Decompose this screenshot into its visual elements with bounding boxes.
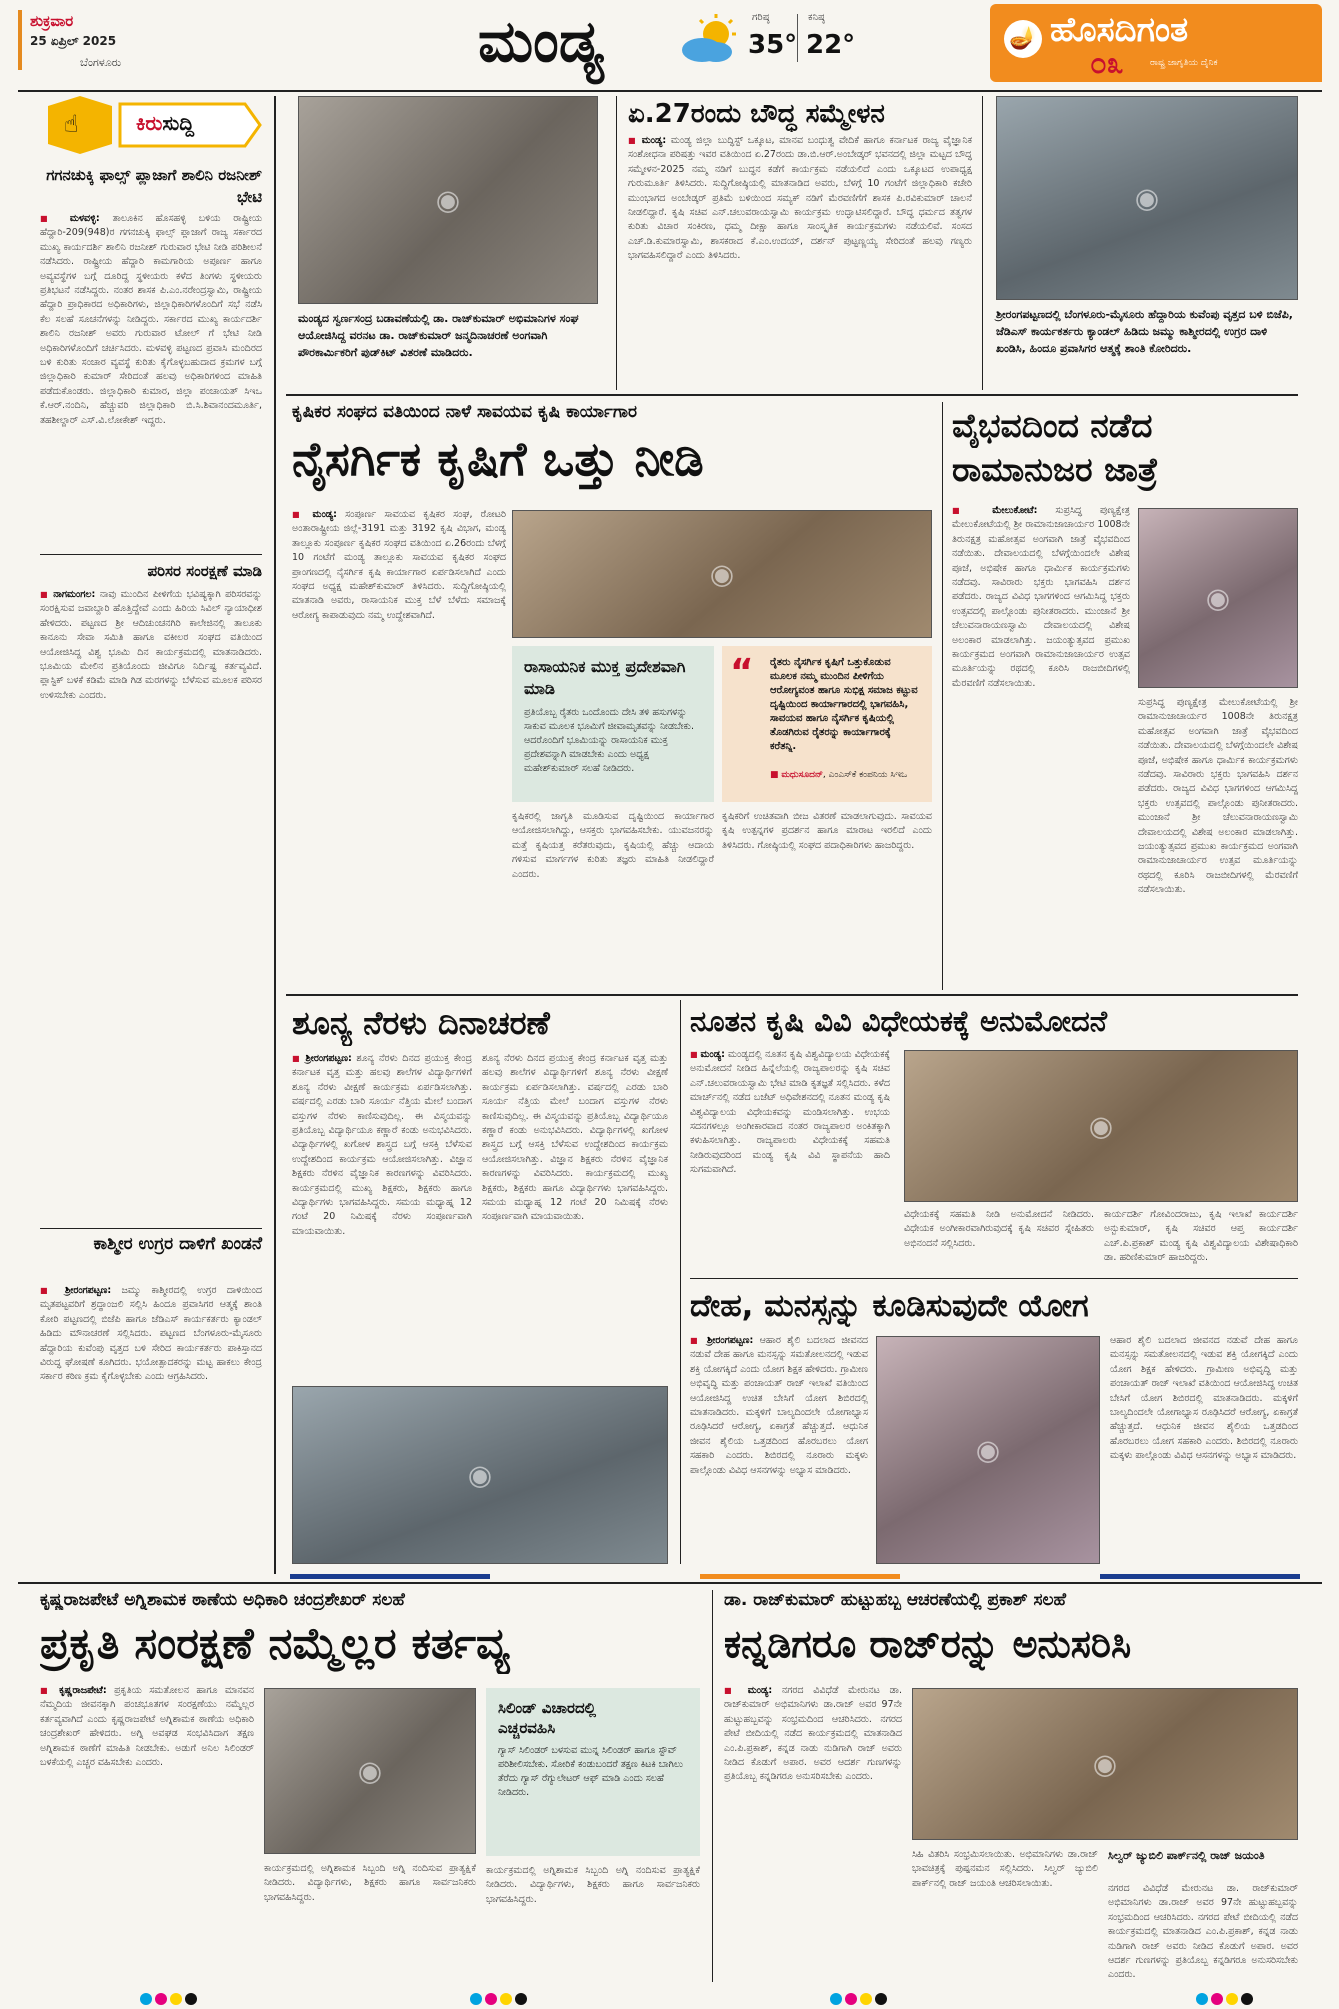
brief-body: ■ ಶ್ರೀರಂಗಪಟ್ಟಣ: ಜಮ್ಮು ಕಾಶ್ಮೀರದಲ್ಲಿ ಉಗ್ರರ ದಾಳಿಯಿಂದ ಮೃತಪಟ್ಟವರಿಗೆ ಶ್ರದ್ಧಾಂಜಲಿ ಸಲ್ಲಿಸಿ ಹಿಂದೂ ಪ್ರವಾಸಿಗರ ಆತ್ಮಕ್ಕೆ ಶಾಂತಿ ಕೋರಿ ಪಟ್ಟಣದಲ್ಲಿ ಬಿಜೆಪಿ ಹಾಗೂ ಜೆಡಿಎಸ್ ಕಾರ್ಯಕರ್ತರು ಕ್ಯಾಂಡಲ್ ಹಿಡಿದು ಮೌನಾಚರಣೆ ಸಲ್ಲಿಸಿದರು. ಪಟ್ಟಣದ ಬೆಂಗಳೂರು-ಮೈಸೂರು ಹೆದ್ದಾರಿಯ ಕುವೆಂಪು ವೃತ್ತದ ಬಳಿ ಸೇರಿದ ಕಾರ್ಯಕರ್ತರು ಪಾಕಿಸ್ತಾನದ ವಿರುದ್ಧ ಘೋಷಣೆ ಕೂಗಿದರು. ಭಯೋತ್ಪಾದಕರನ್ನು ಮಟ್ಟ ಹಾಕಲು ಕೇಂದ್ರ ಸರ್ಕಾರ ಕಠಿಣ ಕ್ರಮ ಕೈಗೊಳ್ಳಬೇಕು ಎಂದು ಆಗ್ರಹಿಸಿದರು. (40, 1284, 262, 1574)
kirusuddi-prefix: ಕಿರು (136, 111, 163, 135)
box-title-1: ಸಿಲಿಂಡ್ ವಿಚಾರದಲ್ಲಿ (498, 1699, 596, 1717)
brief-dateline: ■ ನಾಗಮಂಗಲ: (40, 589, 95, 600)
story-dateline: ■ ಮೇಲುಕೋಟೆ: (952, 505, 1037, 516)
story-body-continued: ಕಾರ್ಯಕ್ರಮದಲ್ಲಿ ಅಗ್ನಿಶಾಮಕ ಸಿಬ್ಬಂದಿ ಅಗ್ನಿ ನಂದಿಸುವ ಪ್ರಾತ್ಯಕ್ಷಿಕೆ ನೀಡಿದರು. ವಿದ್ಯಾರ್ಥಿಗಳು, ಶಿಕ್ಷಕರು ಹಾಗೂ ಸಾರ್ವಜನಿಕರು ಭಾಗವಹಿಸಿದ್ದರು. (486, 1865, 700, 1905)
color-bar (700, 1574, 900, 1579)
news-photo: ◉ (876, 1336, 1100, 1564)
news-photo: ◉ (292, 1386, 668, 1564)
box-body: ಗ್ಯಾಸ್ ಸಿಲಿಂಡರ್ ಬಳಸುವ ಮುನ್ನ ಸಿಲಿಂಡರ್ ಹಾಗೂ ಸ್ಟೌವ್ ಪರಿಶೀಲಿಸಬೇಕು. ಸೋರಿಕೆ ಕಂಡುಬಂದರೆ ತಕ್ಷಣ ಕಿಟಕಿ ಬಾಗಿಲು ತೆರೆದು ಗ್ಯಾಸ್ ರೆಗ್ಯುಲೇಟರ್ ಆಫ್ ಮಾಡಿ ಎಂದು ಸಲಹೆ ನೀಡಿದರು. (498, 1745, 684, 1798)
quote-text: ರೈತರು ನೈಸರ್ಗಿಕ ಕೃಷಿಗೆ ಒತ್ತುಕೊಡುವ ಮೂಲಕ ನಮ್ಮ ಮುಂದಿನ ಪೀಳಿಗೆಯ ಆರೋಗ್ಯವಂತ ಹಾಗೂ ಸುಭಿಕ್ಷ ಸಮಾಜ ಕಟ್ಟುವ ದೃಷ್ಟಿಯಿಂದ ಕಾರ್ಯಾಗಾರದಲ್ಲಿ ಭಾಗವಹಿಸಿ, ಸಾವಯವ ಹಾಗೂ ನೈಸರ್ಗಿಕ ಕೃಷಿಯಲ್ಲಿ ತೊಡಗಿರುವ ರೈತರನ್ನು ಕಾರ್ಯಾಗಾರಕ್ಕೆ ಕರೆತನ್ನಿ. (770, 657, 918, 752)
paper-logo (990, 4, 1322, 82)
story-dateline: ■ ಶ್ರೀರಂಗಪಟ್ಟಣ: (690, 1335, 753, 1346)
story-body: ■ ಶ್ರೀರಂಗಪಟ್ಟಣ: ಆಹಾರ ಶೈಲಿ ಬದಲಾದ ಜೀವನದ ನಡುವೆ ದೇಹ ಹಾಗೂ ಮನಸ್ಸನ್ನು ಸಮತೋಲನದಲ್ಲಿ ಇಡುವ ಶಕ್ತಿ ಯೋಗಕ್ಕಿದೆ ಎಂದು ಯೋಗ ಶಿಕ್ಷಕ ಹೇಳಿದರು. ಗ್ರಾಮೀಣ ಅಭಿವೃದ್ಧಿ ಮತ್ತು ಪಂಚಾಯತ್ ರಾಜ್ ಇಲಾಖೆ ವತಿಯಿಂದ ಆಯೋಜಿಸಿದ್ದ ಉಚಿತ ಬೇಸಿಗೆ ಯೋಗ ಶಿಬಿರದಲ್ಲಿ ಮಾತನಾಡಿದರು. ಮಕ್ಕಳಿಗೆ ಬಾಲ್ಯದಿಂದಲೇ ಯೋಗಾಭ್ಯಾಸ ರೂಢಿಸಿದರೆ ಆರೋಗ್ಯ, ಏಕಾಗ್ರತೆ ಹೆಚ್ಚುತ್ತದೆ. ಆಧುನಿಕ ಜೀವನ ಶೈಲಿಯ ಒತ್ತಡದಿಂದ ಹೊರಬರಲು ಯೋಗ ಸಹಕಾರಿ ಎಂದರು. ಶಿಬಿರದಲ್ಲಿ ನೂರಾರು ಮಕ್ಕಳು ಪಾಲ್ಗೊಂಡು ವಿವಿಧ ಆಸನಗಳನ್ನು ಅಭ್ಯಾಸ ಮಾಡಿದರು. (690, 1334, 868, 1564)
story-body: ■ ಮಂಡ್ಯ: ಮಂಡ್ಯ ಜಿಲ್ಲಾ ಬುದ್ಧಿಸ್ಟ್ ಒಕ್ಕೂಟ, ಮಾನವ ಬಂಧುತ್ವ ವೇದಿಕೆ ಹಾಗೂ ಕರ್ನಾಟಕ ರಾಜ್ಯ ವೈಜ್ಞಾನಿಕ ಸಂಶೋಧನಾ ಪರಿಷತ್ತು ಇವರ ವತಿಯಿಂದ ಏ.27ರಂದು ಡಾ.ಬಿ.ಆರ್.ಅಂಬೇಡ್ಕರ್ ಭವನದಲ್ಲಿ ಜಿಲ್ಲಾ ಮಟ್ಟದ ಬೌದ್ಧ ಸಮ್ಮೇಳನ-2025 ನಮ್ಮ ನಡಿಗೆ ಬುದ್ಧನ ಕಡೆಗೆ ಕಾರ್ಯಕ್ರಮ ನಡೆಯಲಿದೆ ಎಂದು ಒಕ್ಕೂಟದ ಉಪಾಧ್ಯಕ್ಷ ಗುರುಮೂರ್ತಿ ತಿಳಿಸಿದರು. ಸುದ್ದಿಗೋಷ್ಠಿಯಲ್ಲಿ ಮಾತನಾಡಿದ ಅವರು, ಬೆಳಗ್ಗೆ 10 ಗಂಟೆಗೆ ಜಿಲ್ಲಾಧಿಕಾರಿ ಕಚೇರಿ ಮುಂಭಾಗದ ಅಂಬೇಡ್ಕರ್ ಪ್ರತಿಮೆ ಬಳಿಯಿಂದ ಸಮ್ಯಕ್ ನಡಿಗೆ ಮೆರವಣಿಗೆಗೆ ಶಾಸಕ ಪಿ.ರವಿಕುಮಾರ್ ಚಾಲನೆ ನೀಡಲಿದ್ದಾರೆ. ಕೃಷಿ ಸಚಿವ ಎನ್.ಚಲುವರಾಯಸ್ವಾಮಿ ಕಾರ್ಯಕ್ರಮ ಉದ್ಘಾಟಿಸಲಿದ್ದಾರೆ. ಬೌದ್ಧ ಧರ್ಮದ ತತ್ವಗಳ ಕುರಿತು ವಿಚಾರ ಸಂಕಿರಣ, ಧಮ್ಮ ದೀಕ್ಷಾ ಹಾಗೂ ಸಾಂಸ್ಕೃತಿಕ ಕಾರ್ಯಕ್ರಮಗಳು ನಡೆಯಲಿವೆ. ಸಂಸದ ಎಚ್.ಡಿ.ಕುಮಾರಸ್ವಾಮಿ, ಶಾಸಕರಾದ ಕೆ.ಎಂ.ಉದಯ್, ದರ್ಶನ್ ಪುಟ್ಟಣ್ಣಯ್ಯ ಸೇರಿದಂತೆ ಹಲವು ಗಣ್ಯರು ಭಾಗವಹಿಸಲಿದ್ದಾರೆ ಎಂದು ತಿಳಿಸಿದರು. (628, 134, 972, 386)
kirusuddi-suffix: ಸುದ್ದಿ (162, 111, 195, 135)
weather-min-label: ಕನಿಷ್ಠ (808, 12, 825, 23)
weather-max-label: ಗರಿಷ್ಠ (752, 12, 770, 23)
story-headline-line2: ರಾಮಾನುಜರ ಜಾತ್ರೆ (952, 450, 1159, 489)
news-photo: ◉ (904, 1050, 1298, 1202)
masthead-edition: ಬೆಂಗಳೂರು (80, 56, 122, 69)
brief-headline: ಪರಿಸರ ಸಂರಕ್ಷಣೆ ಮಾಡಿ (147, 562, 262, 580)
news-photo: ◉ (512, 510, 932, 638)
temple-photo: ◉ (1138, 508, 1298, 688)
story-headline: ಕನ್ನಡಿಗರೂ ರಾಜ್‌ರನ್ನು ಅನುಸರಿಸಿ (724, 1622, 1132, 1666)
box-title-2: ಎಚ್ಚರವಹಿಸಿ (498, 1719, 556, 1737)
story-body: ■ ಮಂಡ್ಯ: ನಗರದ ವಿವಿಧೆಡೆ ಮೇರುನಟ ಡಾ. ರಾಜ್‌ಕುಮಾರ್ ಅಭಿಮಾನಿಗಳು ಡಾ.ರಾಜ್ ಅವರ 97ನೇ ಹುಟ್ಟುಹಬ್ಬವನ್ನು ಸಂಭ್ರಮದಿಂದ ಆಚರಿಸಿದರು. ನಗರದ ಪೇಟೆ ಬೀದಿಯಲ್ಲಿ ನಡೆದ ಕಾರ್ಯಕ್ರಮದಲ್ಲಿ ಮಾತನಾಡಿದ ಎಂ.ಪಿ.ಪ್ರಕಾಶ್, ಕನ್ನಡ ನಾಡು ನುಡಿಗಾಗಿ ರಾಜ್ ಅವರು ನೀಡಿದ ಕೊಡುಗೆ ಅಪಾರ. ಅವರ ಆದರ್ಶ ಗುಣಗಳನ್ನು ಪ್ರತಿಯೊಬ್ಬ ಕನ್ನಡಿಗರೂ ಅನುಸರಿಸಬೇಕು ಎಂದರು. (724, 1684, 902, 1982)
masthead-date: 25 ಏಪ್ರಿಲ್ 2025 (30, 34, 117, 48)
story-headline-line1: ವೈಭವದಿಂದ ನಡೆದ (952, 406, 1153, 445)
quote-icon: “ (730, 652, 754, 693)
quote-role: ಎಂಎಸ್‌ಕೆ ಕಂಪನಿಯ ಸಿಇಒ (828, 770, 908, 780)
box-body: ಪ್ರತಿಯೊಬ್ಬ ರೈತರು ಒಂದೊಂದು ದೇಸಿ ತಳಿ ಹಸುಗಳನ್ನು ಸಾಕುವ ಮೂಲಕ ಭೂಮಿಗೆ ಜೀವಾಮೃತವನ್ನು ನೀಡಬೇಕು. ಆದರೊಂದಿಗೆ ಭೂಮಿಯನ್ನು ರಾಸಾಯನಿಕ ಮುಕ್ತ ಪ್ರದೇಶವನ್ನಾಗಿ ಮಾಡಬೇಕು ಎಂದು ಅಧ್ಯಕ್ಷ ಮಹೇಶ್‌ಕುಮಾರ್ ಸಲಹೆ ನೀಡಿದರು. (524, 707, 694, 774)
story-body: ■ ಶ್ರೀರಂಗಪಟ್ಟಣ: ಶೂನ್ಯ ನೆರಳು ದಿನದ ಪ್ರಯುಕ್ತ ಕೇಂದ್ರ ಕರ್ನಾಟಕ ವೃತ್ತ ಮತ್ತು ಹಲವು ಶಾಲೆಗಳ ವಿದ್ಯಾರ್ಥಿಗಳಿಗೆ ಶೂನ್ಯ ನೆರಳು ವೀಕ್ಷಣೆ ಕಾರ್ಯಕ್ರಮ ಏರ್ಪಡಿಸಲಾಗಿತ್ತು. ವರ್ಷದಲ್ಲಿ ಎರಡು ಬಾರಿ ಸೂರ್ಯ ನೆತ್ತಿಯ ಮೇಲೆ ಬಂದಾಗ ವಸ್ತುಗಳ ನೆರಳು ಕಾಣಿಸುವುದಿಲ್ಲ. ಈ ವಿಸ್ಮಯವನ್ನು ಪ್ರತಿಯೊಬ್ಬ ವಿದ್ಯಾರ್ಥಿಯೂ ಕಣ್ಣಾರೆ ಕಂಡು ಅನುಭವಿಸಿದರು. ವಿದ್ಯಾರ್ಥಿಗಳಲ್ಲಿ ಖಗೋಳ ಶಾಸ್ತ್ರದ ಬಗ್ಗೆ ಆಸಕ್ತಿ ಬೆಳೆಸುವ ಉದ್ದೇಶದಿಂದ ಕಾರ್ಯಕ್ರಮ ಆಯೋಜಿಸಲಾಗಿತ್ತು. ವಿಜ್ಞಾನ ಶಿಕ್ಷಕರು ನೆರಳಿನ ವೈಜ್ಞಾನಿಕ ಕಾರಣಗಳನ್ನು ವಿವರಿಸಿದರು. ಕಾರ್ಯಕ್ರಮದಲ್ಲಿ ಮುಖ್ಯ ಶಿಕ್ಷಕರು, ಶಿಕ್ಷಕರು ಹಾಗೂ ವಿದ್ಯಾರ್ಥಿಗಳು ಭಾಗವಹಿಸಿದ್ದರು. ಸಮಯ ಮಧ್ಯಾಹ್ನ 12 ಗಂಟೆ 20 ನಿಮಿಷಕ್ಕೆ ನೆರಳು ಸಂಪೂರ್ಣವಾಗಿ ಮಾಯವಾಯಿತು. (292, 1052, 472, 1378)
registration-marks (470, 1990, 530, 2009)
box-title: ರಾಸಾಯನಿಕ ಮುಕ್ತ ಪ್ರದೇಶವಾಗಿ ಮಾಡಿ (524, 657, 686, 698)
story-subhead: ಸಿಲ್ವರ್ ಜ್ಯುಬಿಲಿ ಪಾರ್ಕ್‌ನಲ್ಲಿ ರಾಜ್ ಜಯಂತಿ (1108, 1849, 1265, 1862)
news-photo: ◉ (264, 1688, 476, 1854)
quote-author: ಮಧುಸೂದನ್ (781, 770, 823, 780)
kirusuddi-badge (40, 96, 262, 154)
brief-dateline: ■ ಮಳವಳ್ಳಿ: (40, 213, 100, 224)
story-headline: ದೇಹ, ಮನಸ್ಸನ್ನು ಕೂಡಿಸುವುದೇ ಯೋಗ (690, 1288, 1089, 1324)
story-body: ■ ಮೇಲುಕೋಟೆ: ಸುಪ್ರಸಿದ್ಧ ಪುಣ್ಯಕ್ಷೇತ್ರ ಮೇಲುಕೋಟೆಯಲ್ಲಿ ಶ್ರೀ ರಾಮಾನುಜಾಚಾರ್ಯರ 1008ನೇ ತಿರುನಕ್ಷತ್ರ ಮಹೋತ್ಸವ ಅಂಗವಾಗಿ ಜಾತ್ರೆ ವೈಭವದಿಂದ ನಡೆಯಿತು. ದೇವಾಲಯದಲ್ಲಿ ಬೆಳಗ್ಗೆಯಿಂದಲೇ ವಿಶೇಷ ಪೂಜೆ, ಅಭಿಷೇಕ ಹಾಗೂ ಧಾರ್ಮಿಕ ಕಾರ್ಯಕ್ರಮಗಳು ನಡೆದವು. ಸಾವಿರಾರು ಭಕ್ತರು ಭಾಗವಹಿಸಿ ದರ್ಶನ ಪಡೆದರು. ರಾಜ್ಯದ ವಿವಿಧ ಭಾಗಗಳಿಂದ ಆಗಮಿಸಿದ್ದ ಭಕ್ತರು ಉತ್ಸವದಲ್ಲಿ ಪಾಲ್ಗೊಂಡು ಪುನೀತರಾದರು. ಮುಂಜಾನೆ ಶ್ರೀ ಚೆಲುವನಾರಾಯಣಸ್ವಾಮಿ ದೇವಾಲಯದಲ್ಲಿ ವಿಶೇಷ ಅಲಂಕಾರ ಮಾಡಲಾಗಿತ್ತು. ಜಯಂತ್ಯುತ್ಸವದ ಪ್ರಮುಖ ಕಾರ್ಯಕ್ರಮದ ಅಂಗವಾಗಿ ರಾಮಾನುಜಾಚಾರ್ಯರ ಉತ್ಸವ ಮೂರ್ತಿಯನ್ನು ರಥದಲ್ಲಿ ಕೂರಿಸಿ ರಾಜಬೀದಿಗಳಲ್ಲಿ ಮೆರವಣಿಗೆ ನಡೆಸಲಾಯಿತು. (952, 504, 1130, 988)
masthead (0, 0, 1339, 92)
news-photo: ◉ (996, 96, 1298, 300)
quote-box: “ ರೈತರು ನೈಸರ್ಗಿಕ ಕೃಷಿಗೆ ಒತ್ತುಕೊಡುವ ಮೂಲಕ ನಮ್ಮ ಮುಂದಿನ ಪೀಳಿಗೆಯ ಆರೋಗ್ಯವಂತ ಹಾಗೂ ಸುಭಿಕ್ಷ ಸಮಾಜ ಕಟ್ಟುವ ದೃಷ್ಟಿಯಿಂದ ಕಾರ್ಯಾಗಾರದಲ್ಲಿ ಭಾಗವಹಿಸಿ, ಸಾವಯವ ಹಾಗೂ ನೈಸರ್ಗಿಕ ಕೃಷಿಯಲ್ಲಿ ತೊಡಗಿರುವ ರೈತರನ್ನು ಕಾರ್ಯಾಗಾರಕ್ಕೆ ಕರೆತನ್ನಿ. ■ ಮಧುಸೂದನ್, ಎಂಎಸ್‌ಕೆ ಕಂಪನಿಯ ಸಿಇಒ (722, 646, 932, 802)
weather-max-value: 35° (748, 30, 798, 60)
story-dateline: ■ ಮಂಡ್ಯ: (628, 135, 666, 146)
photo-caption: ಕಾರ್ಯದರ್ಶಿ ಗೋವಿಂದರಾಜು, ಕೃಷಿ ಇಲಾಖೆ ಕಾರ್ಯದರ್ಶಿ ಅನ್ಬುಕುಮಾರ್, ಕೃಷಿ ಸಚಿವರ ಆಪ್ತ ಕಾರ್ಯದರ್ಶಿ ಎಚ್.ಪಿ.ಪ್ರಕಾಶ್ ಮಂಡ್ಯ ಕೃಷಿ ವಿಶ್ವವಿದ್ಯಾಲಯ ವಿಶೇಷಾಧಿಕಾರಿ ಡಾ. ಹರಿಣಿಕುಮಾರ್ ಹಾಜರಿದ್ದರು. (1104, 1209, 1298, 1264)
news-photo: ◉ (912, 1688, 1298, 1840)
brief-headline: ಕಾಶ್ಮೀರ ಉಗ್ರರ ದಾಳಿಗೆ ಖಂಡನೆ (93, 1234, 262, 1254)
story-dateline: ■ ಕೃಷ್ಣರಾಜಪೇಟೆ: (40, 1685, 107, 1696)
story-kicker: ಡಾ. ರಾಜ್‌ಕುಮಾರ್ ಹುಟ್ಟುಹಬ್ಬ ಆಚರಣೆಯಲ್ಲಿ ಪ್ರಕಾಶ್ ಸಲಹೆ (724, 1590, 1067, 1610)
story-body: ಕೃಷಿಕರಿಗೆ ಉಚಿತವಾಗಿ ಬೀಜ ವಿತರಣೆ ಮಾಡಲಾಗುವುದು. ಸಾವಯವ ಕೃಷಿ ಉತ್ಪನ್ನಗಳ ಪ್ರದರ್ಶನ ಹಾಗೂ ಮಾರಾಟ ಇರಲಿದೆ ಎಂದು ತಿಳಿಸಿದರು. ಗೋಷ್ಠಿಯಲ್ಲಿ ಸಂಘದ ಪದಾಧಿಕಾರಿಗಳು ಹಾಜರಿದ್ದರು. (722, 811, 932, 851)
highlight-box (486, 1688, 700, 1856)
weather-min-value: 22° (806, 30, 856, 60)
story-dateline: ■ ಶ್ರೀರಂಗಪಟ್ಟಣ: (292, 1053, 352, 1064)
story-body-continued: ಸಿಹಿ ವಿತರಿಸಿ ಸಂಭ್ರಮಿಸಲಾಯಿತು. ಅಭಿಮಾನಿಗಳು ಡಾ.ರಾಜ್ ಭಾವಚಿತ್ರಕ್ಕೆ ಪುಷ್ಪನಮನ ಸಲ್ಲಿಸಿದರು. ಸಿಲ್ವರ್ ಜ್ಯುಬಿಲಿ ಪಾರ್ಕ್‌ನಲ್ಲಿ ರಾಜ್ ಜಯಂತಿ ಆಚರಿಸಲಾಯಿತು. (912, 1849, 1098, 1889)
story-body-continued: ಸುಪ್ರಸಿದ್ಧ ಪುಣ್ಯಕ್ಷೇತ್ರ ಮೇಲುಕೋಟೆಯಲ್ಲಿ ಶ್ರೀ ರಾಮಾನುಜಾಚಾರ್ಯರ 1008ನೇ ತಿರುನಕ್ಷತ್ರ ಮಹೋತ್ಸವ ಅಂಗವಾಗಿ ಜಾತ್ರೆ ವೈಭವದಿಂದ ನಡೆಯಿತು. ದೇವಾಲಯದಲ್ಲಿ ಬೆಳಗ್ಗೆಯಿಂದಲೇ ವಿಶೇಷ ಪೂಜೆ, ಅಭಿಷೇಕ ಹಾಗೂ ಧಾರ್ಮಿಕ ಕಾರ್ಯಕ್ರಮಗಳು ನಡೆದವು. ಸಾವಿರಾರು ಭಕ್ತರು ಭಾಗವಹಿಸಿ ದರ್ಶನ ಪಡೆದರು. ರಾಜ್ಯದ ವಿವಿಧ ಭಾಗಗಳಿಂದ ಆಗಮಿಸಿದ್ದ ಭಕ್ತರು ಉತ್ಸವದಲ್ಲಿ ಪಾಲ್ಗೊಂಡು ಪುನೀತರಾದರು. ಮುಂಜಾನೆ ಶ್ರೀ ಚೆಲುವನಾರಾಯಣಸ್ವಾಮಿ ದೇವಾಲಯದಲ್ಲಿ ವಿಶೇಷ ಅಲಂಕಾರ ಮಾಡಲಾಗಿತ್ತು. ಜಯಂತ್ಯುತ್ಸವದ ಪ್ರಮುಖ ಕಾರ್ಯಕ್ರಮದ ಅಂಗವಾಗಿ ರಾಮಾನುಜಾಚಾರ್ಯರ ಉತ್ಸವ ಮೂರ್ತಿಯನ್ನು ರಥದಲ್ಲಿ ಕೂರಿಸಿ ರಾಜಬೀದಿಗಳಲ್ಲಿ ಮೆರವಣಿಗೆ ನಡೆಸಲಾಯಿತು. (1138, 697, 1298, 896)
color-bar (290, 1574, 490, 1579)
masthead-day: ಶುಕ್ರವಾರ (30, 12, 74, 30)
lamp-icon: 🪔 (1004, 20, 1042, 58)
photo-caption: ಶ್ರೀರಂಗಪಟ್ಟಣದಲ್ಲಿ ಬೆಂಗಳೂರು-ಮೈಸೂರು ಹೆದ್ದಾರಿಯ ಕುವೆಂಪು ವೃತ್ತದ ಬಳಿ ಬಿಜೆಪಿ, ಜೆಡಿಎಸ್ ಕಾರ್ಯಕರ್ತರು ಕ್ಯಾಂಡಲ್ ಹಿಡಿದು ಜಮ್ಮು ಕಾಶ್ಮೀರದಲ್ಲಿ ಉಗ್ರರ ದಾಳಿ ಖಂಡಿಸಿ, ಹಿಂದೂ ಪ್ರವಾಸಿಗರ ಆತ್ಮಕ್ಕೆ ಶಾಂತಿ ಕೋರಿದರು. (996, 308, 1293, 355)
highlight-box (512, 646, 714, 802)
story-dateline: ■ ಮಂಡ್ಯ: (690, 1049, 725, 1060)
registration-marks (830, 1990, 890, 2009)
news-photo: ◉ (298, 96, 598, 304)
story-body: ■ ಕೃಷ್ಣರಾಜಪೇಟೆ: ಪ್ರಕೃತಿಯ ಸಮತೋಲನ ಹಾಗೂ ಮಾನವನ ನೆಮ್ಮದಿಯ ಜೀವನಕ್ಕಾಗಿ ಪಂಚಭೂತಗಳ ಸಂರಕ್ಷಣೆಯು ನಮ್ಮೆಲ್ಲರ ಕರ್ತವ್ಯವಾಗಿದೆ ಎಂದು ಕೃಷ್ಣರಾಜಪೇಟೆ ಅಗ್ನಿಶಾಮಕ ಠಾಣೆಯ ಅಧಿಕಾರಿ ಚಂದ್ರಶೇಖರ್ ಹೇಳಿದರು. ಅಗ್ನಿ ಅವಘಡ ಸಂಭವಿಸಿದಾಗ ತಕ್ಷಣ ಅಗ್ನಿಶಾಮಕ ಠಾಣೆಗೆ ಮಾಹಿತಿ ನೀಡಬೇಕು. ಅಡುಗೆ ಅನಿಲ ಸಿಲಿಂಡರ್ ಬಳಕೆಯಲ್ಲಿ ಎಚ್ಚರ ವಹಿಸಬೇಕು ಎಂದರು. (40, 1684, 254, 1982)
story-kicker: ಕೃಷ್ಣರಾಜಪೇಟೆ ಅಗ್ನಿಶಾಮಕ ಠಾಣೆಯ ಅಧಿಕಾರಿ ಚಂದ್ರಶೇಖರ್ ಸಲಹೆ (40, 1590, 405, 1610)
registration-marks (1196, 1990, 1256, 2009)
story-headline: ಪ್ರಕೃತಿ ಸಂರಕ್ಷಣೆ ನಮ್ಮೆಲ್ಲರ ಕರ್ತವ್ಯ (40, 1619, 510, 1669)
brief-body: ■ ನಾಗಮಂಗಲ: ನಾವು ಮುಂದಿನ ಪೀಳಿಗೆಯ ಭವಿಷ್ಯಕ್ಕಾಗಿ ಪರಿಸರವನ್ನು ಸಂರಕ್ಷಿಸುವ ಜವಾಬ್ದಾರಿ ಹೊತ್ತಿದ್ದೇವೆ ಎಂದು ಹಿರಿಯ ಸಿವಿಲ್ ನ್ಯಾಯಾಧೀಶ ಹೇಳಿದರು. ಪಟ್ಟಣದ ಶ್ರೀ ಆದಿಚುಂಚನಗಿರಿ ಕಾಲೇಜಿನಲ್ಲಿ ತಾಲೂಕು ಕಾನೂನು ಸೇವಾ ಸಮಿತಿ ಹಾಗೂ ವಕೀಲರ ಸಂಘದ ವತಿಯಿಂದ ಆಯೋಜಿಸಿದ್ದ ವಿಶ್ವ ಭೂಮಿ ದಿನ ಕಾರ್ಯಕ್ರಮದಲ್ಲಿ ಮಾತನಾಡಿದರು. ಭೂಮಿಯ ಮೇಲಿನ ಪ್ರತಿಯೊಂದು ಜೀವಿಗೂ ನಿರ್ದಿಷ್ಟ ಕರ್ತವ್ಯವಿದೆ. ಪ್ಲಾಸ್ಟಿಕ್ ಬಳಕೆ ಕಡಿಮೆ ಮಾಡಿ ಗಿಡ ಮರಗಳನ್ನು ಬೆಳೆಸುವ ಮೂಲಕ ಪರಿಸರ ಉಳಿಸಬೇಕು ಎಂದರು. (40, 588, 262, 1228)
story-headline: ಏ.27ರಂದು ಬೌದ್ಧ ಸಮ್ಮೇಳನ (628, 99, 885, 129)
story-body: ■ ಮಂಡ್ಯ: ಮಂಡ್ಯದಲ್ಲಿ ನೂತನ ಕೃಷಿ ವಿಶ್ವವಿದ್ಯಾಲಯ ವಿಧೇಯಕಕ್ಕೆ ಅನುಮೋದನೆ ನೀಡಿದ ಹಿನ್ನೆಲೆಯಲ್ಲಿ ರಾಜ್ಯಪಾಲರನ್ನು ಕೃಷಿ ಸಚಿವ ಎನ್.ಚಲುವರಾಯಸ್ವಾಮಿ ಭೇಟಿ ಮಾಡಿ ಕೃತಜ್ಞತೆ ಸಲ್ಲಿಸಿದರು. ಕಳೆದ ಮಾರ್ಚ್‌ನಲ್ಲಿ ನಡೆದ ಬಜೆಟ್ ಅಧಿವೇಶನದಲ್ಲಿ ನೂತನ ಮಂಡ್ಯ ಕೃಷಿ ವಿಶ್ವವಿದ್ಯಾಲಯ ವಿಧೇಯಕವನ್ನು ಮಂಡಿಸಲಾಗಿತ್ತು. ಉಭಯ ಸದನಗಳಲ್ಲೂ ಅಂಗೀಕಾರವಾದ ನಂತರ ರಾಜ್ಯಪಾಲರ ಅಂಕಿತಕ್ಕಾಗಿ ಕಳುಹಿಸಲಾಗಿತ್ತು. ರಾಜ್ಯಪಾಲರು ವಿಧೇಯಕಕ್ಕೆ ಸಹಮತಿ ನೀಡಿರುವುದರಿಂದ ಮಂಡ್ಯ ಕೃಷಿ ವಿವಿ ಸ್ಥಾಪನೆಯ ಹಾದಿ ಸುಗಮವಾಗಿದೆ. (690, 1048, 890, 1266)
photo-caption: ಮಂಡ್ಯದ ಸ್ವರ್ಣಸಂದ್ರ ಬಡಾವಣೆಯಲ್ಲಿ ಡಾ. ರಾಜ್‌ಕುಮಾರ್ ಅಭಿಮಾನಿಗಳ ಸಂಘ ಆಯೋಜಿಸಿದ್ದ ವರನಟ ಡಾ. ರಾಜ್‌ಕುಮಾರ್ ಜನ್ಮದಿನಾಚರಣೆ ಅಂಗವಾಗಿ ಪೌರಕಾರ್ಮಿಕರಿಗೆ ಪುಡ್‌ಕಿಟ್ ವಿತರಣೆ ಮಾಡಿದರು. (298, 312, 579, 359)
brief-headline: ಗಗನಚುಕ್ಕಿ ಫಾಲ್ಸ್ ಪ್ಲಾಜಾಗೆ ಶಾಲಿನಿ ರಜನೀಶ್ ಭೇಟಿ (46, 166, 262, 206)
story-body-continued: ಕಾರ್ಯಕ್ರಮದಲ್ಲಿ ಅಗ್ನಿಶಾಮಕ ಸಿಬ್ಬಂದಿ ಅಗ್ನಿ ನಂದಿಸುವ ಪ್ರಾತ್ಯಕ್ಷಿಕೆ ನೀಡಿದರು. ವಿದ್ಯಾರ್ಥಿಗಳು, ಶಿಕ್ಷಕರು ಹಾಗೂ ಸಾರ್ವಜನಿಕರು ಭಾಗವಹಿಸಿದ್ದರು. (264, 1863, 476, 1903)
partly-cloudy-icon (676, 12, 744, 68)
story-body: ■ ಮಂಡ್ಯ: ಸಂಪೂರ್ಣ ಸಾವಯವ ಕೃಷಿಕರ ಸಂಘ, ರೋಟರಿ ಅಂತಾರಾಷ್ಟ್ರೀಯ ಜಿಲ್ಲೆ-3191 ಮತ್ತು 3192 ಕೃಷಿ ವಿಭಾಗ, ಮಂಡ್ಯ ತಾಲ್ಲೂಕು ಸಂಪೂರ್ಣ ಕೃಷಿಕರ ಸಂಘದ ವತಿಯಿಂದ ಏ.26ರಂದು ಬೆಳಗ್ಗೆ 10 ಗಂಟೆಗೆ ಮಂಡ್ಯ ತಾಲ್ಲೂಕು ಸಾವಯವ ಕೃಷಿಕರ ಸಂಘದ ಪ್ರಾಂಗಣದಲ್ಲಿ ನೈಸರ್ಗಿಕ ಕೃಷಿ ಕಾರ್ಯಾಗಾರ ಏರ್ಪಡಿಸಲಾಗಿದೆ ಎಂದು ಸಂಘದ ಅಧ್ಯಕ್ಷ ಮಹೇಶ್‌ಕುಮಾರ್ ತಿಳಿಸಿದರು. ಸುದ್ದಿಗೋಷ್ಠಿಯಲ್ಲಿ ಮಾತನಾಡಿ ಅವರು, ರಾಸಾಯನಿಕ ಮುಕ್ತ ಬೆಳೆ ಬೆಳೆದು ಸಮಾಜಕ್ಕೆ ಆರೋಗ್ಯ ಕಾಪಾಡುವುದು ನಮ್ಮ ಉದ್ದೇಶವಾಗಿದೆ. (292, 508, 506, 988)
story-body: ಕೃಷಿಕರಲ್ಲಿ ಜಾಗೃತಿ ಮೂಡಿಸುವ ದೃಷ್ಟಿಯಿಂದ ಕಾರ್ಯಾಗಾರ ಆಯೋಜಿಸಲಾಗಿದ್ದು, ಆಸಕ್ತರು ಭಾಗವಹಿಸಬೇಕು. ಯುವಜನರನ್ನು ಮತ್ತೆ ಕೃಷಿಯತ್ತ ಕರೆತರುವುದು, ಕೃಷಿಯಲ್ಲಿ ಹೆಚ್ಚು ಆದಾಯ ಗಳಿಸುವ ಮಾರ್ಗಗಳ ಕುರಿತು ತಜ್ಞರು ಮಾಹಿತಿ ನೀಡಲಿದ್ದಾರೆ ಎಂದರು. (512, 811, 714, 880)
photo-caption: ವಿಧೇಯಕಕ್ಕೆ ಸಹಮತಿ ನೀಡಿ ಅನುಮೋದನೆ ನೀಡಿದರು. ವಿಧೇಯಕ ಅಂಗೀಕಾರವಾಗಿರುವುದಕ್ಕೆ ಕೃಷಿ ಸಚಿವರ ಸ್ನೇಹಿತರು ಅಭಿನಂದನೆ ಸಲ್ಲಿಸಿದರು. (904, 1209, 1094, 1249)
finger-icon: ☝ (64, 110, 79, 138)
story-kicker: ಕೃಷಿಕರ ಸಂಘದ ವತಿಯಿಂದ ನಾಳೆ ಸಾವಯವ ಕೃಷಿ ಕಾರ್ಯಾಗಾರ (292, 402, 638, 422)
story-headline: ನೈಸರ್ಗಿಕ ಕೃಷಿಗೆ ಒತ್ತು ನೀಡಿ (292, 432, 704, 487)
story-headline: ಶೂನ್ಯ ನೆರಳು ದಿನಾಚರಣೆ (292, 1004, 550, 1042)
registration-marks (140, 1990, 200, 2009)
color-bar (1100, 1574, 1300, 1579)
paper-tagline: ರಾಷ್ಟ್ರ ಜಾಗೃತಿಯ ದೈನಿಕ (1150, 58, 1218, 68)
story-body-continued: ಆಹಾರ ಶೈಲಿ ಬದಲಾದ ಜೀವನದ ನಡುವೆ ದೇಹ ಹಾಗೂ ಮನಸ್ಸನ್ನು ಸಮತೋಲನದಲ್ಲಿ ಇಡುವ ಶಕ್ತಿ ಯೋಗಕ್ಕಿದೆ ಎಂದು ಯೋಗ ಶಿಕ್ಷಕ ಹೇಳಿದರು. ಗ್ರಾಮೀಣ ಅಭಿವೃದ್ಧಿ ಮತ್ತು ಪಂಚಾಯತ್ ರಾಜ್ ಇಲಾಖೆ ವತಿಯಿಂದ ಆಯೋಜಿಸಿದ್ದ ಉಚಿತ ಬೇಸಿಗೆ ಯೋಗ ಶಿಬಿರದಲ್ಲಿ ಮಾತನಾಡಿದರು. ಮಕ್ಕಳಿಗೆ ಬಾಲ್ಯದಿಂದಲೇ ಯೋಗಾಭ್ಯಾಸ ರೂಢಿಸಿದರೆ ಆರೋಗ್ಯ, ಏಕಾಗ್ರತೆ ಹೆಚ್ಚುತ್ತದೆ. ಆಧುನಿಕ ಜೀವನ ಶೈಲಿಯ ಒತ್ತಡದಿಂದ ಹೊರಬರಲು ಯೋಗ ಸಹಕಾರಿ ಎಂದರು. ಶಿಬಿರದಲ್ಲಿ ನೂರಾರು ಮಕ್ಕಳು ಪಾಲ್ಗೊಂಡು ವಿವಿಧ ಆಸನಗಳನ್ನು ಅಭ್ಯಾಸ ಮಾಡಿದರು. (1110, 1335, 1298, 1462)
brief-dateline: ■ ಶ್ರೀರಂಗಪಟ್ಟಣ: (40, 1285, 111, 1296)
story-headline: ನೂತನ ಕೃಷಿ ವಿವಿ ವಿಧೇಯಕಕ್ಕೆ ಅನುಮೋದನೆ (690, 1004, 1108, 1038)
brief-body: ■ ಮಳವಳ್ಳಿ: ತಾಲೂಕಿನ ಹೊಸಹಳ್ಳಿ ಬಳಿಯ ರಾಷ್ಟ್ರೀಯ ಹೆದ್ದಾರಿ-209(948)ರ ಗಗನಚುಕ್ಕಿ ಫಾಲ್ಸ್ ಪ್ಲಾಜಾಗೆ ರಾಜ್ಯ ಸರ್ಕಾರದ ಮುಖ್ಯ ಕಾರ್ಯದರ್ಶಿ ಶಾಲಿನಿ ರಜನೀಶ್ ಗುರುವಾರ ಭೇಟಿ ನೀಡಿ ಪರಿಶೀಲನೆ ನಡೆಸಿದರು. ರಾಷ್ಟ್ರೀಯ ಹೆದ್ದಾರಿ ಕಾಮಗಾರಿಯ ಅಪೂರ್ಣ ಹಾಗೂ ಅವ್ಯವಸ್ಥೆಗಳ ಬಗ್ಗೆ ದೂರಿದ್ದ ಸ್ಥಳೀಯರು ಕಳೆದ ತಿಂಗಳು ಸ್ಥಳೀಯರು ಪ್ರತಿಭಟನೆ ನಡೆಸಿದ್ದರು. ನಂತರ ಶಾಸಕ ಪಿ.ಎಂ.ನರೇಂದ್ರಸ್ವಾಮಿ, ರಾಷ್ಟ್ರೀಯ ಹೆದ್ದಾರಿ ಪ್ರಾಧಿಕಾರದ ಅಧಿಕಾರಿಗಳು, ಜಿಲ್ಲಾಧಿಕಾರಿಗಳೊಂದಿಗೆ ಸಭೆ ನಡೆಸಿ ಕೆಲ ಸಲಹೆ ಸೂಚನೆಗಳನ್ನು ನೀಡಿದ್ದರು. ಸರ್ಕಾರದ ಮುಖ್ಯ ಕಾರ್ಯದರ್ಶಿ ಶಾಲಿನಿ ರಜನೀಶ್ ಅವರು ಗುರುವಾರ ಟೋಲ್ ಗೆ ಭೇಟಿ ನೀಡಿ ಅಧಿಕಾರಿಗಳೊಂದಿಗೆ ಚರ್ಚಿಸಿದರು. ಮಳವಳ್ಳಿ ಪಟ್ಟಣದ ಪ್ರವಾಸಿ ಮಂದಿರದ ಬಳಿ ಕುರಿತು ಸಂಚಾರ ವ್ಯವಸ್ಥೆ ಕುರಿತು ಕೈಗೊಳ್ಳಬಹುದಾದ ಕ್ರಮಗಳ ಬಗ್ಗೆ ಜಿಲ್ಲಾಧಿಕಾರಿ ಕುಮಾರ್ ಸೇರಿದಂತೆ ಹಲವು ಅಧಿಕಾರಿಗಳಿಂದ ಮಾಹಿತಿ ಪಡೆದುಕೊಂಡರು. ಜಿಲ್ಲಾಧಿಕಾರಿ ಕುಮಾರ, ಜಿಲ್ಲಾ ಪಂಚಾಯತ್ ಸಿಇಒ ಕೆ.ಆರ್.ನಂದಿನಿ, ಹೆಚ್ಚುವರಿ ಜಿಲ್ಲಾಧಿಕಾರಿ ಬಿ.ಸಿ.ಶಿವಾನಂದಮೂರ್ತಿ, ತಹಶೀಲ್ದಾರ್ ಎಸ್.ವಿ.ಲೋಕೇಶ್ ಇದ್ದರು. (40, 212, 262, 548)
city-name: ಮಂಡ್ಯ (478, 7, 604, 75)
story-dateline: ■ ಮಂಡ್ಯ: (292, 509, 337, 520)
page-number: ೦೩ (1090, 46, 1124, 81)
story-dateline: ■ ಮಂಡ್ಯ: (724, 1685, 772, 1696)
story-body-continued: ನಗರದ ವಿವಿಧೆಡೆ ಮೇರುನಟ ಡಾ. ರಾಜ್‌ಕುಮಾರ್ ಅಭಿಮಾನಿಗಳು ಡಾ.ರಾಜ್ ಅವರ 97ನೇ ಹುಟ್ಟುಹಬ್ಬವನ್ನು ಸಂಭ್ರಮದಿಂದ ಆಚರಿಸಿದರು. ನಗರದ ಪೇಟೆ ಬೀದಿಯಲ್ಲಿ ನಡೆದ ಕಾರ್ಯಕ್ರಮದಲ್ಲಿ ಮಾತನಾಡಿದ ಎಂ.ಪಿ.ಪ್ರಕಾಶ್, ಕನ್ನಡ ನಾಡು ನುಡಿಗಾಗಿ ರಾಜ್ ಅವರು ನೀಡಿದ ಕೊಡುಗೆ ಅಪಾರ. ಅವರ ಆದರ್ಶ ಗುಣಗಳನ್ನು ಪ್ರತಿಯೊಬ್ಬ ಕನ್ನಡಿಗರೂ ಅನುಸರಿಸಬೇಕು ಎಂದರು. (1108, 1883, 1298, 1981)
story-body-continued: ಶೂನ್ಯ ನೆರಳು ದಿನದ ಪ್ರಯುಕ್ತ ಕೇಂದ್ರ ಕರ್ನಾಟಕ ವೃತ್ತ ಮತ್ತು ಹಲವು ಶಾಲೆಗಳ ವಿದ್ಯಾರ್ಥಿಗಳಿಗೆ ಶೂನ್ಯ ನೆರಳು ವೀಕ್ಷಣೆ ಕಾರ್ಯಕ್ರಮ ಏರ್ಪಡಿಸಲಾಗಿತ್ತು. ವರ್ಷದಲ್ಲಿ ಎರಡು ಬಾರಿ ಸೂರ್ಯ ನೆತ್ತಿಯ ಮೇಲೆ ಬಂದಾಗ ವಸ್ತುಗಳ ನೆರಳು ಕಾಣಿಸುವುದಿಲ್ಲ. ಈ ವಿಸ್ಮಯವನ್ನು ಪ್ರತಿಯೊಬ್ಬ ವಿದ್ಯಾರ್ಥಿಯೂ ಕಣ್ಣಾರೆ ಕಂಡು ಅನುಭವಿಸಿದರು. ವಿದ್ಯಾರ್ಥಿಗಳಲ್ಲಿ ಖಗೋಳ ಶಾಸ್ತ್ರದ ಬಗ್ಗೆ ಆಸಕ್ತಿ ಬೆಳೆಸುವ ಉದ್ದೇಶದಿಂದ ಕಾರ್ಯಕ್ರಮ ಆಯೋಜಿಸಲಾಗಿತ್ತು. ವಿಜ್ಞಾನ ಶಿಕ್ಷಕರು ನೆರಳಿನ ವೈಜ್ಞಾನಿಕ ಕಾರಣಗಳನ್ನು ವಿವರಿಸಿದರು. ಕಾರ್ಯಕ್ರಮದಲ್ಲಿ ಮುಖ್ಯ ಶಿಕ್ಷಕರು, ಶಿಕ್ಷಕರು ಹಾಗೂ ವಿದ್ಯಾರ್ಥಿಗಳು ಭಾಗವಹಿಸಿದ್ದರು. ಸಮಯ ಮಧ್ಯಾಹ್ನ 12 ಗಂಟೆ 20 ನಿಮಿಷಕ್ಕೆ ನೆರಳು ಸಂಪೂರ್ಣವಾಗಿ ಮಾಯವಾಯಿತು. (482, 1053, 668, 1223)
paper-name: ಹೊಸದಿಗಂತ (1050, 10, 1189, 50)
